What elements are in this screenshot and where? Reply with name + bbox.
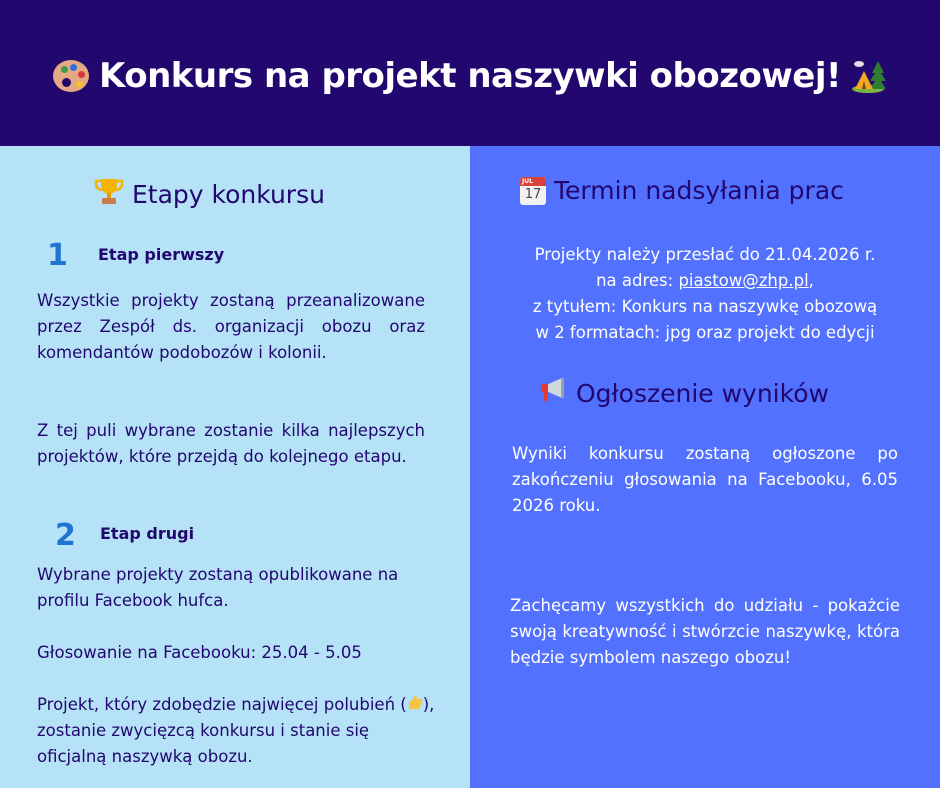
results-heading	[538, 377, 829, 409]
deadline-line-2	[470, 268, 940, 294]
info-panel	[470, 146, 940, 788]
header-banner	[0, 0, 940, 146]
address-suffix: ,	[808, 271, 814, 290]
calendar-month: JUL	[520, 177, 546, 186]
step-1-number: 1	[47, 238, 68, 273]
step-2-number: 2	[55, 518, 76, 553]
stages-heading	[94, 176, 325, 212]
email-link[interactable]: piastow@zhp.pl	[678, 271, 809, 290]
step-1-label: Etap pierwszy	[98, 245, 225, 264]
step-2-paragraph-3: Projekt, który zdobędzie najwięcej polubień ( ), zostanie zwycięzcą konkursu i stanie się oficjalną naszywką obozu.	[37, 692, 437, 770]
address-label: na adres:	[596, 271, 679, 290]
artist-palette-icon	[53, 60, 89, 92]
step-2-paragraph-1: Wybrane projekty zostaną opublikowane na profilu Facebook hufca.	[37, 565, 399, 610]
stages-panel	[0, 146, 470, 788]
step-1-paragraph-1: Wszystkie projekty zostaną przeanalizowane przez Zespół ds. organizacji obozu oraz komendantów podobozów i kolonii.	[37, 291, 425, 362]
results-text: Wyniki konkursu zostaną ogłoszone po zakończeniu głosowania na Facebooku, 6.05 2026 roku.	[512, 444, 898, 515]
deadline-line-1: Projekty należy przesłać do 21.04.2026 r.	[534, 245, 876, 264]
deadline-details	[470, 242, 940, 346]
step-2-paragraph-2: Głosowanie na Facebooku: 25.04 - 5.05	[37, 643, 362, 662]
calendar-icon	[520, 177, 546, 205]
deadline-line-3: z tytułem: Konkurs na naszywkę obozową	[532, 297, 878, 316]
camping-tent-icon	[851, 59, 887, 93]
deadline-line-4: w 2 formatach: jpg oraz projekt do edycji	[535, 323, 875, 342]
page-title: Konkurs na projekt naszywki obozowej!	[98, 56, 842, 96]
step-2-paragraph-3-text: Projekt, który zdobędzie najwięcej polubień	[37, 695, 396, 714]
megaphone-icon	[538, 377, 568, 409]
trophy-icon	[94, 176, 124, 212]
thumbs-up-icon	[407, 692, 423, 718]
closing-text: Zachęcamy wszystkich do udziału - pokażcie swoją kreatywność i stwórzcie naszywkę, która będzie symbolem naszego obozu!	[510, 596, 900, 667]
deadline-heading-text: Termin nadsyłania prac	[554, 176, 844, 205]
step-2-paragraph-3-tail: ), zostanie zwycięzcą konkursu i stanie się oficjalną naszywką obozu.	[37, 695, 435, 766]
step-1-paragraph-2: Z tej puli wybrane zostanie kilka najlepszych projektów, które przejdą do kolejnego etapu.	[37, 421, 425, 466]
results-heading-text: Ogłoszenie wyników	[576, 378, 829, 408]
deadline-heading	[520, 176, 844, 205]
step-2-label: Etap drugi	[100, 524, 195, 543]
page-title-row	[53, 56, 887, 96]
calendar-day: 17	[524, 186, 542, 202]
stages-heading-text: Etapy konkursu	[132, 179, 325, 209]
